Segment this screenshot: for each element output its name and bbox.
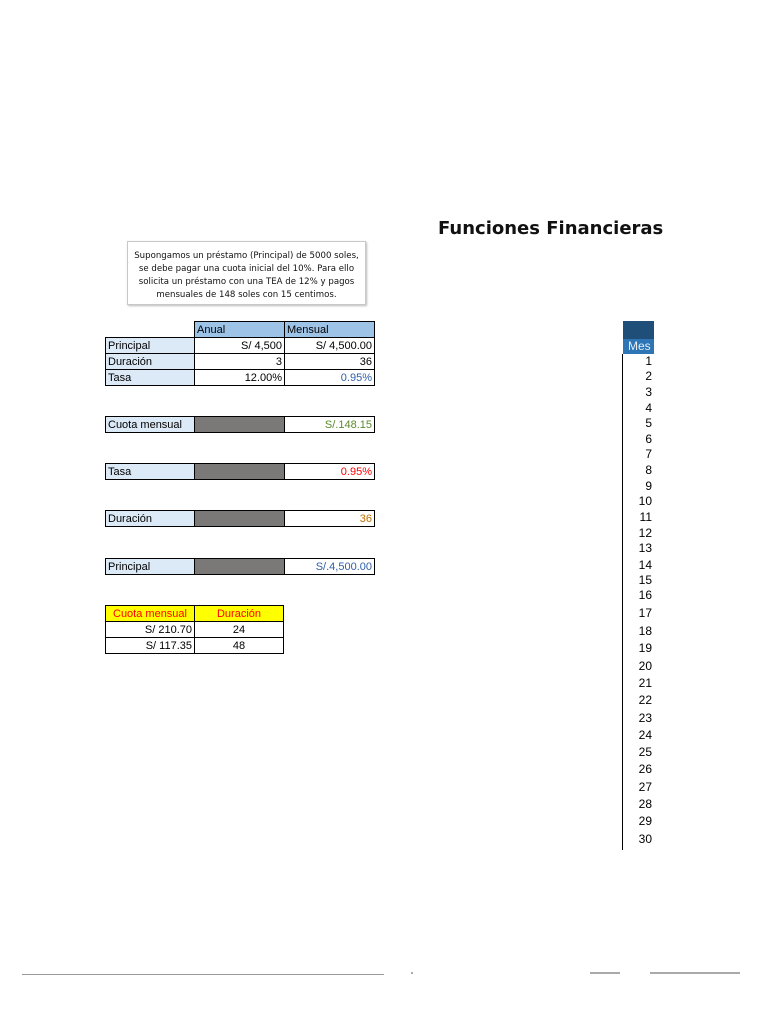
cell-cuota[interactable]: S/ 117.35 bbox=[106, 638, 195, 654]
cell-duracion-anual[interactable]: 3 bbox=[195, 354, 285, 370]
cell-tasa-mensual[interactable]: 0.95% bbox=[285, 370, 375, 386]
note-line: se debe pagar una cuota inicial del 10%. Para ello bbox=[138, 264, 355, 274]
mes-number[interactable]: 1 bbox=[645, 354, 652, 368]
row-label-tasa[interactable]: Tasa bbox=[106, 370, 195, 386]
mes-number[interactable]: 4 bbox=[645, 401, 652, 415]
note-line: mensuales de 148 soles con 15 centimos. bbox=[156, 290, 337, 300]
principal-label[interactable]: Principal bbox=[106, 559, 195, 575]
note-box bbox=[127, 241, 366, 305]
mes-number[interactable]: 17 bbox=[638, 606, 652, 620]
gray-cell[interactable] bbox=[195, 559, 285, 575]
header-cell-anual[interactable]: Anual bbox=[195, 322, 285, 338]
mes-number[interactable]: 2 bbox=[645, 369, 652, 383]
cell-duracion-mensual[interactable]: 36 bbox=[285, 354, 375, 370]
table-header-row bbox=[106, 322, 375, 338]
gray-cell[interactable] bbox=[195, 464, 285, 480]
mes-number[interactable]: 30 bbox=[638, 832, 652, 846]
loan-table bbox=[105, 321, 375, 386]
footer-divider bbox=[22, 974, 384, 975]
mes-number[interactable]: 27 bbox=[638, 780, 652, 794]
principal-value[interactable]: S/.4,500.00 bbox=[285, 559, 375, 575]
header-cell-mensual[interactable]: Mensual bbox=[285, 322, 375, 338]
mes-number[interactable]: 10 bbox=[638, 494, 652, 508]
row-label-principal[interactable]: Principal bbox=[106, 338, 195, 354]
table-row bbox=[106, 622, 284, 638]
cuota-result-row bbox=[105, 416, 375, 433]
mes-number[interactable]: 15 bbox=[638, 573, 652, 587]
mes-column-header[interactable]: Mes bbox=[623, 339, 654, 354]
mes-number[interactable]: 13 bbox=[638, 541, 652, 555]
note-line: solicita un préstamo con una TEA de 12% y pagos bbox=[138, 277, 355, 287]
footer-mark bbox=[411, 972, 413, 974]
mes-number[interactable]: 25 bbox=[638, 745, 652, 759]
mes-number[interactable]: 6 bbox=[645, 432, 652, 446]
cuota-duracion-table bbox=[105, 605, 284, 654]
mes-number[interactable]: 12 bbox=[638, 526, 652, 540]
cell-principal-mensual[interactable]: S/ 4,500.00 bbox=[285, 338, 375, 354]
mes-number[interactable]: 7 bbox=[645, 447, 652, 461]
duracion-label[interactable]: Duración bbox=[106, 511, 195, 527]
header-cell-empty bbox=[106, 322, 195, 338]
gray-cell[interactable] bbox=[195, 511, 285, 527]
mes-header-bar bbox=[623, 321, 654, 339]
mes-number[interactable]: 3 bbox=[645, 385, 652, 399]
tasa-label[interactable]: Tasa bbox=[106, 464, 195, 480]
mes-number[interactable]: 18 bbox=[638, 624, 652, 638]
table-row bbox=[106, 638, 284, 654]
cell-duracion[interactable]: 24 bbox=[195, 622, 284, 638]
header-cell-cuota[interactable]: Cuota mensual bbox=[106, 606, 195, 622]
mes-number[interactable]: 24 bbox=[638, 728, 652, 742]
mes-number[interactable]: 5 bbox=[645, 416, 652, 430]
mes-number[interactable]: 20 bbox=[638, 659, 652, 673]
mes-number[interactable]: 22 bbox=[638, 693, 652, 707]
mes-number[interactable]: 21 bbox=[638, 676, 652, 690]
mes-number[interactable]: 23 bbox=[638, 711, 652, 725]
row-label-duracion[interactable]: Duración bbox=[106, 354, 195, 370]
mes-number[interactable]: 29 bbox=[638, 814, 652, 828]
cell-cuota[interactable]: S/ 210.70 bbox=[106, 622, 195, 638]
cell-tasa-anual[interactable]: 12.00% bbox=[195, 370, 285, 386]
footer-mark bbox=[590, 972, 620, 974]
cell-duracion[interactable]: 48 bbox=[195, 638, 284, 654]
principal-result-row bbox=[105, 558, 375, 575]
footer-mark bbox=[650, 972, 740, 974]
duracion-value[interactable]: 36 bbox=[285, 511, 375, 527]
table-row bbox=[106, 354, 375, 370]
header-cell-duracion[interactable]: Duración bbox=[195, 606, 284, 622]
mes-number[interactable]: 14 bbox=[638, 558, 652, 572]
mes-number[interactable]: 26 bbox=[638, 762, 652, 776]
tasa-value[interactable]: 0.95% bbox=[285, 464, 375, 480]
mes-number[interactable]: 11 bbox=[639, 510, 652, 524]
mes-number[interactable]: 19 bbox=[638, 641, 652, 655]
mes-number[interactable]: 28 bbox=[638, 797, 652, 811]
cuota-value[interactable]: S/.148.15 bbox=[285, 417, 375, 433]
table-header-row bbox=[106, 606, 284, 622]
column-divider bbox=[622, 354, 623, 850]
cuota-label[interactable]: Cuota mensual bbox=[106, 417, 195, 433]
mes-number[interactable]: 8 bbox=[645, 463, 652, 477]
table-row bbox=[106, 370, 375, 386]
mes-number[interactable]: 9 bbox=[645, 479, 652, 493]
note-line: Supongamos un préstamo (Principal) de 5000 soles, bbox=[134, 251, 359, 261]
cell-principal-anual[interactable]: S/ 4,500 bbox=[195, 338, 285, 354]
gray-cell[interactable] bbox=[195, 417, 285, 433]
page-title: Funciones Financieras bbox=[438, 218, 664, 239]
duracion-result-row bbox=[105, 510, 375, 527]
table-row bbox=[106, 338, 375, 354]
tasa-result-row bbox=[105, 463, 375, 480]
mes-number[interactable]: 16 bbox=[638, 588, 652, 602]
